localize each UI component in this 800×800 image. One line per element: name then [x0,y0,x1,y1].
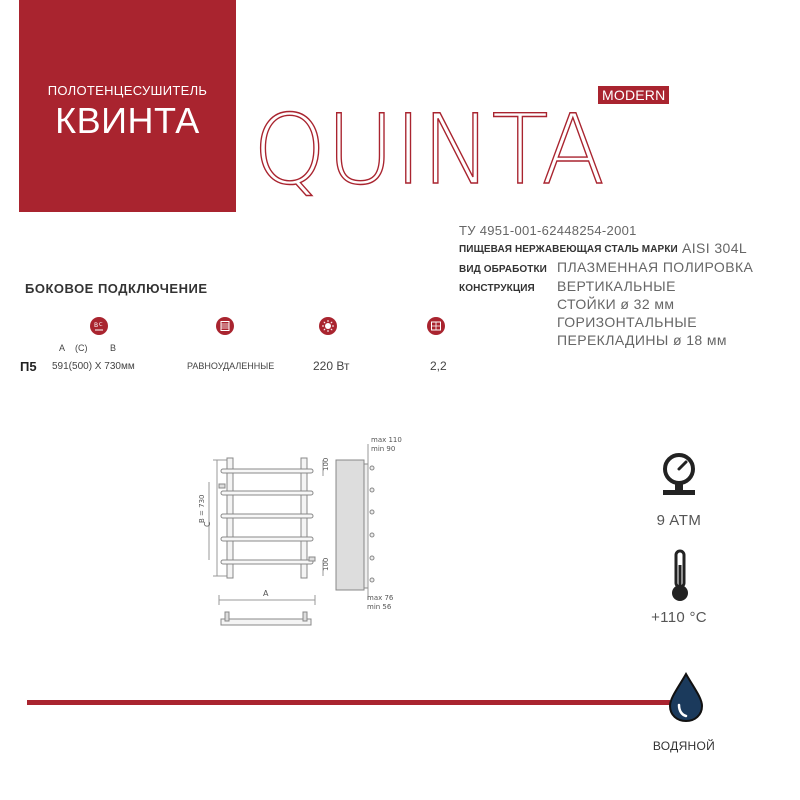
spec-label-construction: КОНСТРУКЦИЯ [459,283,535,294]
heating-type: ВОДЯНОЙ [652,739,716,753]
product-title-en-text: QUINTA [253,94,605,206]
model-power: 220 Вт [313,359,350,373]
spec-label-steel: ПИЩЕВАЯ НЕРЖАВЕЮЩАЯ СТАЛЬ МАРКИ [459,244,678,255]
legend-a: A [59,343,66,353]
accent-line [27,700,670,705]
depth-bottom-min: min 56 [367,603,392,611]
model-value: 2,2 [430,359,447,373]
side-drawing [330,430,402,615]
thermometer-icon [669,549,691,603]
standard-code: ТУ 4951-001-62448254-2001 [459,223,637,238]
water-drop-icon [666,672,706,722]
product-title-ru: КВИНТА [55,100,200,141]
spacing-icon [216,317,234,335]
height-dimension: B = 730 [198,494,206,523]
bottom-offset: 100 [322,557,330,571]
model-spacing: РАВНОУДАЛЕННЫЕ [187,361,275,371]
model-size: 591(500) Х 730мм [52,361,135,372]
depth-bottom-max: max 76 [367,594,394,602]
model-code: П5 [20,359,37,374]
collection-badge: MODERN [598,86,669,104]
top-offset: 100 [322,457,330,471]
product-title-en [253,94,613,215]
legend-c: (C) [75,343,88,353]
connection-title: БОКОВОЕ ПОДКЛЮЧЕНИЕ [25,281,208,296]
svg-text:B: B [94,322,99,329]
depth-top-min: min 90 [371,445,396,453]
depth-top-max: max 110 [371,436,402,444]
dimensions-icon [90,317,108,335]
spec-value-construction-2: СТОЙКИ ø 32 мм [557,296,675,312]
pressure-gauge-icon [658,452,700,500]
spec-value-steel: AISI 304L [682,240,748,256]
svg-text:C: C [99,322,103,328]
spec-value-construction-3: ГОРИЗОНТАЛЬНЫЕ [557,314,697,330]
power-icon [319,317,337,335]
c-dimension: C [203,521,212,527]
product-category: ПОЛОТЕНЦЕСУШИТЕЛЬ [47,83,208,98]
a-dimension: A [263,589,269,598]
radiator-icon [427,317,445,335]
spec-value-construction-4: ПЕРЕКЛАДИНЫ ø 18 мм [557,332,727,348]
pressure-value: 9 ATM [656,512,702,529]
spec-value-construction-1: ВЕРТИКАЛЬНЫЕ [557,278,676,294]
temperature-value: +110 °C [651,609,707,626]
spec-value-finish: ПЛАЗМЕННАЯ ПОЛИРОВКА [557,259,754,275]
legend-b: B [110,343,117,353]
spec-label-finish: ВИД ОБРАБОТКИ [459,264,547,275]
